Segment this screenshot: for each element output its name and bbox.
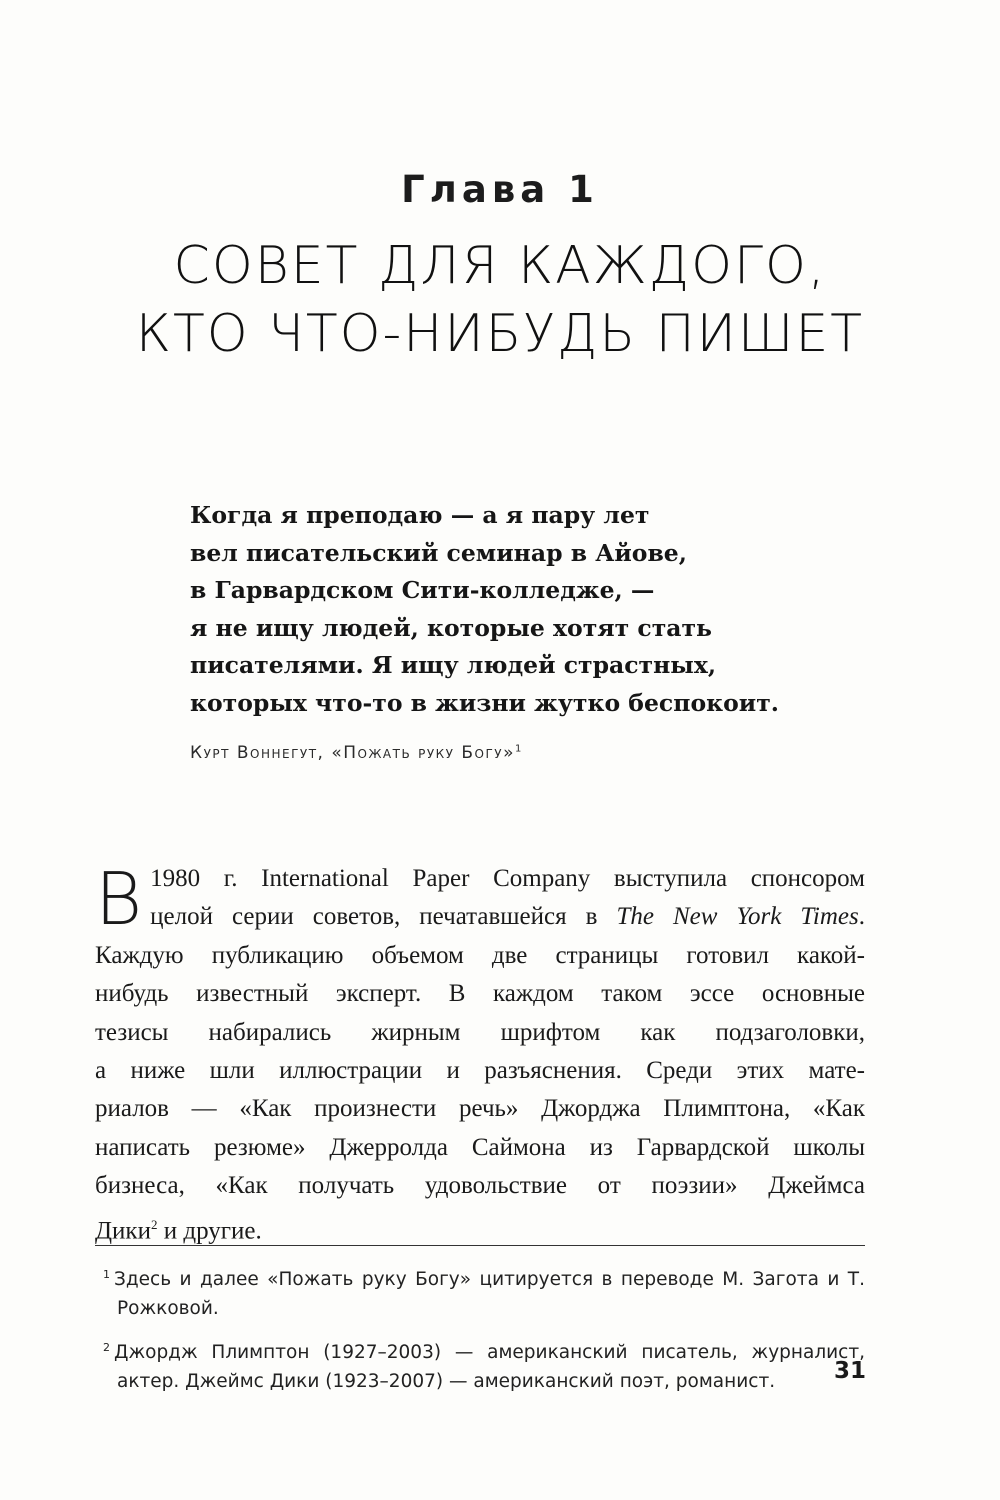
epigraph-line: вел писательский семинар в Айове, xyxy=(190,538,687,567)
body-line-text: целой серии советов, печатавшейся в xyxy=(150,903,617,931)
footnote xyxy=(95,1333,865,1396)
body-line: 1980 г. International Paper Company выступила спонсором xyxy=(150,865,865,892)
footnote-ref: 2 xyxy=(150,1216,158,1232)
epigraph-line: которых что-то в жизни жутко беспокоит. xyxy=(190,688,779,717)
newspaper-title: The New York Times xyxy=(616,903,859,931)
footnote-mark: 2 xyxy=(103,1341,110,1355)
epigraph-line: я не ищу людей, которые хотят стать xyxy=(190,613,712,642)
body-line-punct: . xyxy=(858,903,866,931)
epigraph-line: Когда я преподаю — а я пару лет xyxy=(190,501,650,529)
chapter-title-line: СОВЕТ ДЛЯ КАЖДОГО, xyxy=(173,236,827,296)
epigraph-line: в Гарвардском Сити-колледже, — xyxy=(190,576,655,605)
body-paragraph xyxy=(95,857,866,1250)
footnotes xyxy=(95,1260,865,1406)
body-line xyxy=(95,898,865,936)
footnote-ref: 1 xyxy=(515,742,523,754)
body-line: а ниже шли иллюстрации и разъяснения. Среди этих мате- xyxy=(95,1057,865,1085)
footnote-text: Здесь и далее «Пожать руку Богу» цитируется в переводе М. Загота и Т. Рожковой. xyxy=(114,1269,865,1320)
epigraph-line: писателями. Я ищу людей страстных, xyxy=(190,651,717,680)
footnote xyxy=(95,1260,865,1323)
footnote-divider xyxy=(95,1245,865,1246)
body-line: риалов — «Как произнести речь» Джорджа Плимптона, «Как xyxy=(95,1095,865,1123)
body-line xyxy=(95,1206,865,1251)
drop-cap: В xyxy=(95,857,143,941)
epigraph-quote xyxy=(190,497,830,723)
epigraph-attribution xyxy=(190,743,830,763)
footnote-mark: 1 xyxy=(103,1268,110,1281)
footnote-text: Джордж Плимптон (1927–2003) — американский писатель, журналист, актер. Джеймс Дики (1923–2007) — американский поэт, романист. xyxy=(114,1342,865,1393)
chapter-title xyxy=(0,232,1000,368)
body-line-text: и другие. xyxy=(157,1216,262,1244)
chapter-label: Глава 1 xyxy=(401,168,599,211)
body-line-text: Дики xyxy=(95,1216,151,1244)
body-line: написать резюме» Джерролда Саймона из Гарвардской школы xyxy=(95,1133,865,1161)
body-line: нибудь известный эксперт. В каждом таком эссе основные xyxy=(95,980,865,1008)
page-number: 31 xyxy=(833,1358,866,1384)
body-line: Каждую публикацию объемом две страницы готовил какой- xyxy=(95,941,865,969)
body-line: бизнеса, «Как получать удовольствие от поэзии» Джеймса xyxy=(95,1172,865,1200)
epigraph xyxy=(190,497,830,763)
body-line: тезисы набирались жирным шрифтом как подзаголовки, xyxy=(95,1018,865,1046)
chapter-title-line: КТО ЧТО-НИБУДЬ ПИШЕТ xyxy=(135,304,865,364)
epigraph-attribution-text: Курт Воннегут, «Пожать руку Богу» xyxy=(190,742,516,763)
